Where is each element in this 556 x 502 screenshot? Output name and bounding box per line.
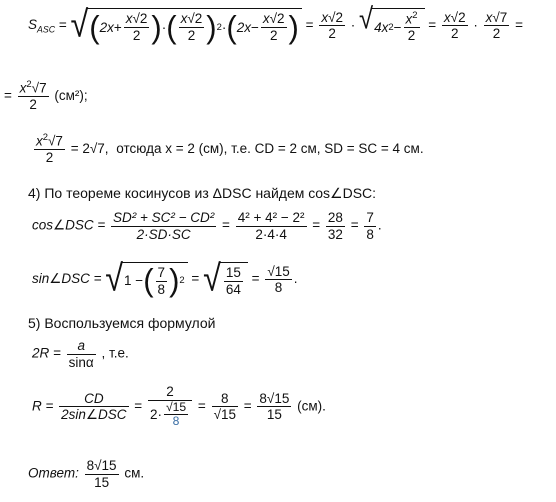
law-fraction: $\frac{a}{\sin\alpha}$	[68, 338, 94, 370]
cos-line: cos∠DSC = $\frac{\text{SD² + SC² − CD²}}{2\cdot SD\cdot SC}$ = $\frac{\text{4² + 4² − 2²}}{2\cdot 4\cdot 4}$ = $\frac{28}{32}$ = $\frac{7}{8}$ .	[32, 210, 382, 242]
r-frac-4: $\frac{8√15}{15}$	[259, 390, 290, 423]
sin-line: sin∠DSC = √ 1 − ( $\frac{7}{8}$ ) 2 = √ $\frac{15}{64}$ = $\frac{√15}{8}$ .	[32, 257, 298, 299]
area-symbol: $S_{ASC}$	[28, 17, 56, 36]
fraction-x-sqrt2-over-2-b: $\frac{x√2}{2}$	[180, 11, 203, 43]
area-units: (см²);	[54, 87, 88, 103]
answer-fraction: $\frac{8√15}{15}$	[86, 458, 117, 490]
term-2x: 2x	[99, 19, 114, 35]
sin-root: √ 1 − ( $\frac{7}{8}$ ) 2	[105, 262, 187, 297]
fraction-x-sqrt2-over-2: $\frac{x√2}{2}$	[125, 11, 148, 43]
step4-heading: 4) По теореме косинусов из ΔDSC найдем cos∠DSC:	[28, 185, 377, 201]
cos-frac-1: $\frac{\text{SD² + SC² − CD²}}{2\cdot SD\cdot SC}$	[113, 210, 215, 242]
solve-fraction: $\frac{x^2√7}{2}$	[36, 132, 63, 166]
solve-line	[32, 133, 424, 166]
r-frac-2: 2 2· $\frac{√15}{8}$	[148, 384, 192, 429]
big-root: √ ( 2x + $\frac{x√2}{2}$ ) · ( $\frac{x√2}{2}$ ) 2 · ( 2x − $\frac{x√2}{2}$ )	[70, 8, 301, 43]
equals-sign: =	[58, 17, 67, 33]
area-formula-line: $S_{ASC}$ = √ ( 2x + $\frac{x√2}{2}$ ) · ( $\frac{x√2}{2}$ ) 2 · ( 2x − $\frac{x√2}{2}$ ) = $\frac{x√2}{2}$ · √ 4x 2 − $\frac{x^2}{2}$ = $\frac{x√2}{2}$ · $\frac{x√7}{2}$ =	[28, 3, 523, 45]
sin-root-2: √ $\frac{15}{64}$	[203, 262, 248, 297]
r-frac-1: $\frac{CD}{\text{2sin∠DSC}}$	[61, 390, 127, 423]
cos-frac-3: $\frac{28}{32}$	[327, 210, 343, 242]
fraction-x-sqrt2-over-2-d: $\frac{x√2}{2}$	[321, 9, 343, 42]
fraction-x-sqrt2-over-2-c: $\frac{x√2}{2}$	[262, 11, 285, 43]
area-result-line: = $\frac{x^2√7}{2}$ (см²);	[4, 79, 88, 113]
solve-text: отсюда x = 2 (см), т.е. CD = 2 см, SD = SC = 4 см.	[116, 140, 424, 156]
fraction-f: $\frac{x√7}{2}$	[485, 9, 508, 42]
root-4x2: √ 4x 2 − $\frac{x^2}{2}$	[359, 8, 424, 44]
answer-line	[28, 458, 144, 490]
solve-rhs: = 2√7,	[70, 140, 109, 156]
r-frac-3: $\frac{8}{√15}$	[213, 390, 236, 423]
fraction-e: $\frac{x√2}{2}$	[443, 9, 466, 42]
sin-final-frac: $\frac{√15}{8}$	[267, 263, 290, 296]
law-of-sines-line: 2R = $\frac{a}{\sin\alpha}$ , т.е.	[32, 338, 129, 370]
answer-units: см.	[124, 465, 145, 481]
step5-heading: 5) Воспользуемся формулой	[28, 315, 216, 331]
answer-label: Ответ:	[28, 465, 79, 481]
plus-sign: +	[113, 19, 122, 35]
area-result-fraction: $\frac{x^2√7}{2}$	[19, 79, 47, 113]
radius-line: R = $\frac{CD}{\text{2sin∠DSC}}$ = 2 2· $\frac{√15}{8}$ = $\frac{8}{√15}$ = $\frac{8√15}{15}$ (см).	[32, 384, 326, 429]
cos-frac-4: $\frac{7}{8}$	[366, 210, 374, 242]
cos-frac-2: $\frac{\text{4² + 4² − 2²}}{2\cdot 4\cdot 4}$	[237, 210, 305, 242]
